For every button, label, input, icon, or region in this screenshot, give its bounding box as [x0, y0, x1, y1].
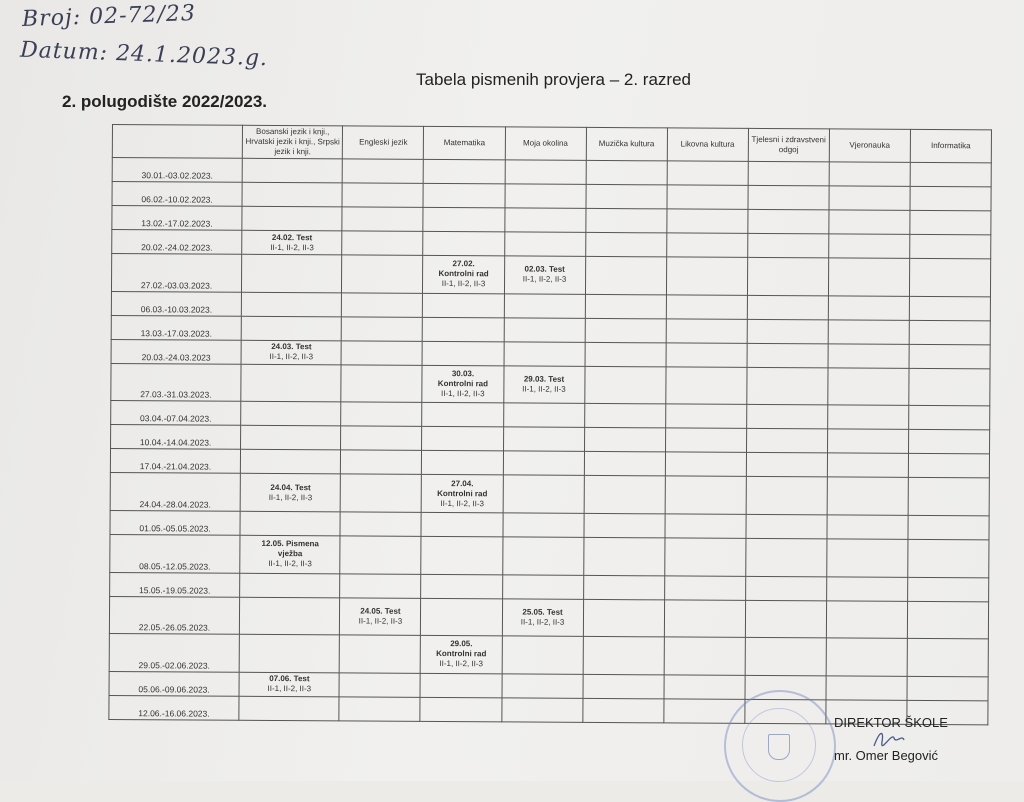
empty-cell: [828, 296, 909, 321]
week-range-cell: 29.05.-02.06.2023.: [109, 634, 239, 672]
week-range-cell: 15.05.-19.05.2023.: [110, 572, 240, 597]
table-row: [110, 473, 989, 516]
empty-cell: [240, 511, 340, 536]
empty-cell: [828, 344, 909, 369]
empty-cell: [340, 635, 421, 673]
exam-groups: II-1, II-2, II-3: [522, 384, 566, 394]
empty-cell: [666, 343, 747, 368]
empty-cell: [667, 161, 748, 186]
empty-cell: [583, 537, 664, 575]
empty-cell: [666, 233, 747, 258]
empty-cell: [340, 573, 421, 598]
week-range-cell: 20.02.-24.02.2023.: [112, 230, 242, 255]
empty-cell: [502, 574, 583, 599]
exam-type: Kontrolni rad: [436, 649, 487, 659]
empty-cell: [240, 573, 340, 598]
empty-cell: [745, 638, 826, 676]
exam-groups: II-1, II-2, II-3: [440, 498, 484, 508]
exam-date: 25.05. Test: [522, 607, 563, 617]
week-range-cell: 12.06.-16.06.2023.: [109, 695, 239, 720]
empty-cell: [584, 428, 665, 453]
empty-cell: [826, 676, 907, 701]
empty-cell: [664, 538, 745, 576]
empty-cell: [584, 404, 665, 429]
exam-groups: II-1, II-2, II-3: [268, 559, 312, 569]
exam-date: 24.05. Test: [360, 606, 401, 616]
empty-cell: [910, 162, 991, 187]
empty-cell: [828, 258, 909, 296]
empty-cell: [424, 159, 505, 184]
week-range-cell: 27.03.-31.03.2023.: [111, 363, 241, 401]
empty-cell: [746, 453, 827, 478]
exam-groups: II-1, II-2, II-3: [268, 492, 313, 502]
empty-cell: [342, 255, 423, 293]
exam-entry-cell: [502, 598, 583, 636]
empty-cell: [241, 316, 341, 341]
empty-cell: [745, 576, 826, 601]
empty-cell: [422, 427, 503, 452]
exam-date: 29.03. Test: [523, 374, 565, 384]
empty-cell: [341, 402, 422, 427]
empty-cell: [747, 319, 828, 344]
empty-cell: [910, 210, 991, 235]
empty-cell: [908, 406, 989, 431]
header-subject-3: Matematika: [424, 126, 505, 159]
exam-type: Kontrolni rad: [437, 378, 489, 389]
empty-cell: [502, 537, 583, 575]
empty-cell: [909, 368, 990, 406]
empty-cell: [503, 427, 584, 452]
empty-cell: [829, 210, 910, 235]
empty-cell: [586, 160, 667, 185]
empty-cell: [747, 233, 828, 258]
exam-date: 24.03. Test: [271, 342, 312, 352]
empty-cell: [748, 185, 829, 210]
table-row: [111, 254, 990, 297]
week-range-cell: 13.02.-17.02.2023.: [112, 206, 242, 231]
empty-cell: [908, 515, 989, 540]
header-subject-8: Vjeronauka: [829, 129, 910, 162]
week-range-cell: 13.03.-17.03.2023.: [111, 315, 241, 340]
empty-cell: [827, 429, 908, 454]
empty-cell: [241, 450, 341, 475]
empty-cell: [826, 638, 907, 676]
empty-cell: [343, 159, 424, 184]
empty-cell: [907, 676, 988, 701]
empty-cell: [239, 634, 339, 672]
empty-cell: [828, 368, 909, 406]
empty-cell: [746, 514, 827, 539]
signature-icon: [872, 728, 906, 750]
empty-cell: [422, 403, 503, 428]
empty-cell: [339, 673, 420, 698]
empty-cell: [239, 696, 339, 721]
empty-cell: [420, 673, 501, 698]
empty-cell: [585, 232, 666, 257]
week-range-cell: 22.05.-26.05.2023.: [109, 596, 239, 634]
empty-cell: [339, 697, 420, 722]
exam-schedule-table: [108, 124, 992, 725]
empty-cell: [908, 454, 989, 479]
empty-cell: [665, 514, 746, 539]
empty-cell: [583, 575, 664, 600]
exam-entry-cell: [421, 636, 502, 674]
empty-cell: [907, 577, 988, 602]
empty-cell: [240, 597, 340, 635]
empty-cell: [421, 512, 502, 537]
empty-cell: [504, 208, 585, 233]
empty-cell: [421, 598, 502, 636]
empty-cell: [909, 296, 990, 321]
table-row: [109, 596, 988, 639]
empty-cell: [665, 452, 746, 477]
empty-cell: [342, 183, 423, 208]
empty-cell: [666, 257, 747, 295]
empty-cell: [664, 599, 745, 637]
empty-cell: [342, 317, 423, 342]
empty-cell: [423, 231, 504, 256]
empty-cell: [341, 341, 422, 366]
exam-type: Kontrolni rad: [438, 269, 489, 279]
exam-schedule-table-wrapper: [108, 124, 992, 725]
exam-entry-cell: [242, 230, 342, 255]
empty-cell: [909, 258, 990, 296]
empty-cell: [585, 256, 666, 294]
empty-cell: [341, 474, 422, 512]
empty-cell: [747, 257, 828, 295]
empty-cell: [907, 639, 988, 677]
empty-cell: [342, 293, 423, 318]
exam-entry-cell: [423, 255, 504, 293]
empty-cell: [909, 320, 990, 345]
empty-cell: [241, 364, 341, 402]
week-range-cell: 06.03.-10.03.2023.: [111, 291, 241, 316]
empty-cell: [340, 512, 421, 537]
week-range-cell: 17.04.-21.04.2023.: [110, 449, 240, 474]
empty-cell: [666, 319, 747, 344]
empty-cell: [504, 342, 585, 367]
empty-cell: [908, 539, 989, 577]
empty-cell: [341, 365, 422, 403]
empty-cell: [746, 429, 827, 454]
empty-cell: [501, 698, 582, 723]
exam-entry-cell: [241, 340, 341, 365]
empty-cell: [747, 295, 828, 320]
director-name: mr. Omer Begović: [834, 748, 939, 763]
empty-cell: [585, 294, 666, 319]
empty-cell: [420, 697, 501, 722]
empty-cell: [342, 207, 423, 232]
empty-cell: [423, 293, 504, 318]
empty-cell: [585, 208, 666, 233]
empty-cell: [341, 450, 422, 475]
empty-cell: [423, 207, 504, 232]
empty-cell: [585, 318, 666, 343]
empty-cell: [665, 476, 746, 514]
empty-cell: [583, 599, 664, 637]
header-subject-4: Moja okolina: [505, 127, 586, 160]
empty-cell: [907, 601, 988, 639]
exam-groups: II-1, II-2, II-3: [441, 389, 485, 399]
empty-cell: [423, 183, 504, 208]
empty-cell: [829, 162, 910, 187]
empty-cell: [242, 158, 342, 183]
empty-cell: [666, 295, 747, 320]
exam-entry-cell: [240, 474, 340, 512]
empty-cell: [909, 344, 990, 369]
empty-cell: [242, 254, 342, 292]
empty-cell: [242, 182, 342, 207]
header-subject-1: Bosanski jezik i knji., Hrvatski jezik i knji., Srpski jezik i knji.: [242, 125, 342, 159]
table-row: [111, 363, 990, 406]
empty-cell: [747, 367, 828, 405]
empty-cell: [242, 206, 342, 231]
empty-cell: [908, 478, 989, 516]
empty-cell: [422, 451, 503, 476]
table-row: [109, 634, 988, 677]
empty-cell: [423, 317, 504, 342]
week-range-cell: 27.02.-03.03.2023.: [111, 254, 241, 292]
empty-cell: [241, 402, 341, 427]
handwritten-date: Datum: 24.1.2023.g.: [19, 37, 269, 72]
exam-date: 30.03.: [451, 369, 475, 379]
week-range-cell: 01.05.-05.05.2023.: [110, 510, 240, 535]
empty-cell: [827, 453, 908, 478]
empty-cell: [341, 426, 422, 451]
empty-cell: [503, 451, 584, 476]
empty-cell: [421, 574, 502, 599]
header-week-column: [112, 125, 242, 159]
header-subject-6: Likovna kultura: [667, 128, 748, 161]
exam-entry-cell: [340, 597, 421, 635]
header-subject-7: Tjelesni i zdravstveni odgoj: [748, 128, 829, 161]
empty-cell: [746, 405, 827, 430]
exam-entry-cell: [239, 672, 339, 697]
exam-groups: II-1, II-2, II-3: [358, 616, 403, 626]
empty-cell: [503, 513, 584, 538]
empty-cell: [828, 320, 909, 345]
empty-cell: [827, 539, 908, 577]
empty-cell: [503, 475, 584, 513]
empty-cell: [667, 209, 748, 234]
empty-cell: [504, 318, 585, 343]
empty-cell: [583, 637, 664, 675]
empty-cell: [502, 674, 583, 699]
exam-groups: II-1, II-2, II-3: [269, 352, 314, 362]
exam-date: 24.02. Test: [271, 232, 313, 242]
table-body: [109, 158, 991, 725]
exam-groups: II-1, II-2, II-3: [267, 684, 312, 694]
empty-cell: [503, 403, 584, 428]
empty-cell: [745, 600, 826, 638]
exam-groups: II-1, II-2, II-3: [522, 274, 567, 285]
exam-entry-cell: [504, 256, 585, 294]
empty-cell: [241, 292, 341, 317]
empty-cell: [908, 430, 989, 455]
empty-cell: [342, 231, 423, 256]
empty-cell: [583, 674, 664, 699]
empty-cell: [340, 536, 421, 574]
empty-cell: [828, 234, 909, 259]
empty-cell: [664, 575, 745, 600]
exam-groups: II-1, II-2, II-3: [441, 279, 486, 289]
exam-entry-cell: [422, 365, 503, 403]
exam-date: 12.05. Pismena: [261, 539, 319, 549]
table-header-row: [112, 125, 991, 163]
empty-cell: [829, 186, 910, 211]
empty-cell: [665, 404, 746, 429]
exam-date: 27.04.: [451, 478, 474, 488]
handwritten-reference-number: Broj: 02-72/23: [21, 0, 197, 33]
week-range-cell: 10.04.-14.04.2023.: [111, 425, 241, 450]
empty-cell: [664, 637, 745, 675]
empty-cell: [584, 513, 665, 538]
empty-cell: [584, 476, 665, 514]
empty-cell: [667, 185, 748, 210]
empty-cell: [910, 234, 991, 259]
empty-cell: [582, 698, 663, 723]
table-row: [110, 534, 989, 577]
director-title: DIREKTOR ŠKOLE: [834, 715, 948, 730]
week-range-cell: 30.01.-03.02.2023.: [112, 158, 242, 183]
empty-cell: [586, 184, 667, 209]
empty-cell: [665, 367, 746, 405]
empty-cell: [421, 536, 502, 574]
empty-cell: [748, 161, 829, 186]
empty-cell: [585, 342, 666, 367]
week-range-cell: 08.05.-12.05.2023.: [110, 534, 240, 572]
empty-cell: [746, 477, 827, 515]
semester-subtitle: 2. polugodište 2022/2023.: [62, 92, 268, 111]
exam-type: Kontrolni rad: [437, 488, 488, 498]
empty-cell: [584, 366, 665, 404]
empty-cell: [423, 341, 504, 366]
header-subject-9: Informatika: [910, 129, 991, 162]
header-subject-2: Engleski jezik: [343, 126, 424, 159]
exam-date: 27.02.: [452, 259, 475, 269]
exam-groups: II-1, II-2, II-3: [270, 242, 314, 252]
exam-groups: II-1, II-2, II-3: [439, 659, 484, 669]
empty-cell: [827, 405, 908, 430]
exam-entry-cell: [240, 535, 340, 573]
exam-date: 07.06. Test: [269, 674, 310, 684]
header-subject-5: Muzička kultura: [586, 127, 667, 160]
exam-date: 29.05.: [450, 639, 473, 649]
empty-cell: [664, 675, 745, 700]
exam-entry-cell: [503, 366, 584, 404]
empty-cell: [748, 209, 829, 234]
empty-cell: [241, 426, 341, 451]
empty-cell: [910, 186, 991, 211]
empty-cell: [502, 636, 583, 674]
empty-cell: [665, 428, 746, 453]
week-range-cell: 03.04.-07.04.2023.: [111, 401, 241, 426]
empty-cell: [745, 538, 826, 576]
empty-cell: [584, 452, 665, 477]
empty-cell: [504, 232, 585, 257]
week-range-cell: 05.06.-09.06.2023.: [109, 671, 239, 696]
exam-date: 02.03. Test: [524, 264, 565, 275]
empty-cell: [505, 160, 586, 185]
exam-date: 24.04. Test: [270, 482, 311, 492]
exam-groups: II-1, II-2, II-3: [520, 617, 565, 627]
week-range-cell: 24.04.-28.04.2023.: [110, 473, 240, 511]
stamp-emblem-icon: [768, 734, 790, 760]
exam-entry-cell: [422, 475, 503, 513]
empty-cell: [826, 600, 907, 638]
empty-cell: [826, 576, 907, 601]
empty-cell: [827, 515, 908, 540]
week-range-cell: 20.03.-24.03.2023: [111, 339, 241, 364]
empty-cell: [504, 294, 585, 319]
empty-cell: [747, 343, 828, 368]
empty-cell: [827, 477, 908, 515]
page-title: Tabela pismenih provjera – 2. razred: [416, 70, 691, 89]
exam-type: vježba: [277, 549, 303, 559]
week-range-cell: 06.02.-10.02.2023.: [112, 182, 242, 207]
empty-cell: [505, 184, 586, 209]
